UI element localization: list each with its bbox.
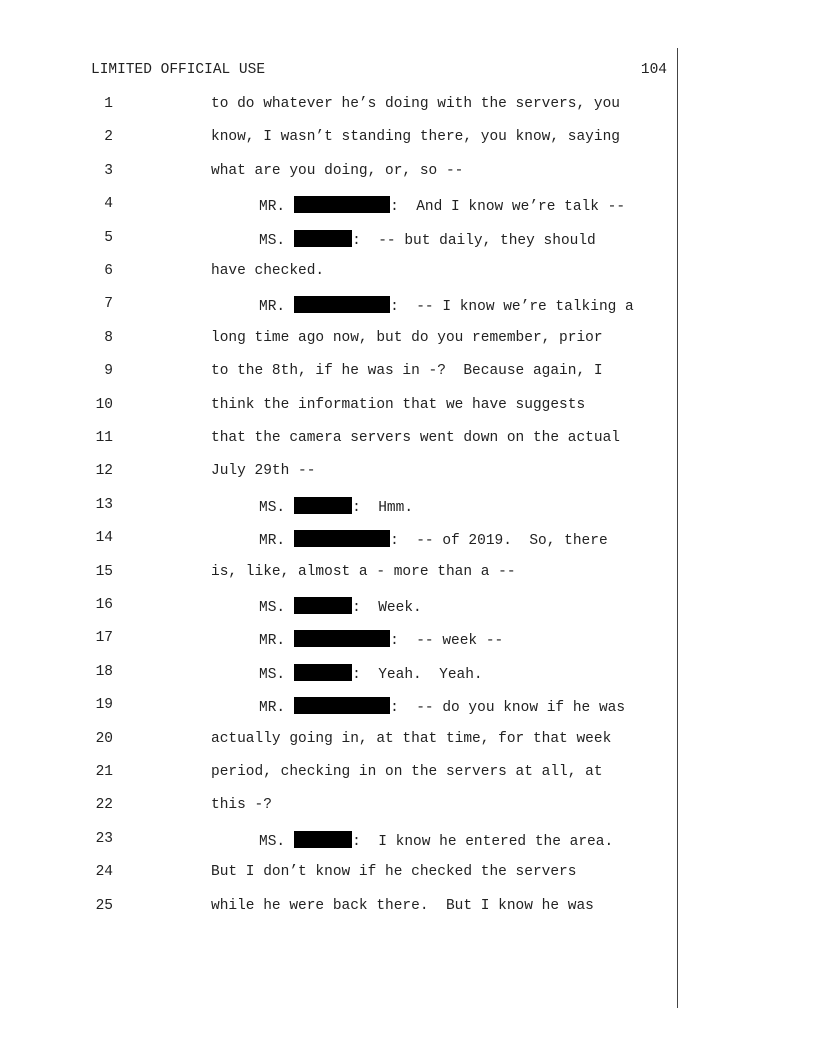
- line-number: 25: [95, 898, 113, 914]
- speaker-title: MR.: [259, 299, 286, 315]
- line-number: 14: [95, 530, 113, 546]
- line-text: think the information that we have suggests: [211, 397, 586, 413]
- line-number: 1: [104, 96, 113, 112]
- speaker-title: MS.: [259, 500, 286, 516]
- redaction-box: [294, 230, 352, 247]
- line-number: 3: [104, 163, 113, 179]
- line-number: 13: [95, 497, 113, 513]
- line-text: period, checking in on the servers at all, at: [211, 764, 603, 780]
- line-text: : Hmm.: [352, 500, 414, 516]
- transcript-line: [211, 764, 603, 780]
- line-number: 17: [95, 630, 113, 646]
- transcript-line: [259, 530, 608, 549]
- line-text: this -?: [211, 797, 272, 813]
- redaction-box: [294, 196, 390, 213]
- line-number: 24: [95, 864, 113, 880]
- line-text: know, I wasn’t standing there, you know, saying: [211, 129, 620, 145]
- redaction-box: [294, 630, 390, 647]
- transcript-line: [259, 630, 503, 649]
- line-text: is, like, almost a - more than a --: [211, 564, 516, 580]
- line-text: long time ago now, but do you remember, prior: [211, 330, 603, 346]
- transcript-line: [259, 597, 422, 616]
- transcript-line: [211, 463, 315, 479]
- line-text: : I know he entered the area.: [352, 834, 614, 850]
- redaction-box: [294, 530, 390, 547]
- line-text: : -- of 2019. So, there: [390, 533, 608, 549]
- line-number: 22: [95, 797, 113, 813]
- line-number: 18: [95, 664, 113, 680]
- line-number: 21: [95, 764, 113, 780]
- transcript-line: [211, 397, 585, 413]
- page-number: 104: [640, 62, 667, 78]
- right-margin-rule: [677, 48, 678, 1008]
- speaker-title: MS.: [259, 600, 286, 616]
- line-text: : -- do you know if he was: [390, 700, 626, 716]
- transcript-line: [211, 330, 603, 346]
- line-number: 9: [104, 363, 113, 379]
- line-text: : -- but daily, they should: [352, 233, 596, 249]
- speaker-title: MS.: [259, 233, 286, 249]
- line-number: 5: [104, 230, 113, 246]
- transcript-line: [211, 363, 603, 379]
- line-number: 20: [95, 731, 113, 747]
- transcript-line: [211, 731, 611, 747]
- transcript-line: [211, 96, 620, 112]
- line-number: 23: [95, 831, 113, 847]
- transcript-line: [259, 196, 625, 215]
- speaker-title: MR.: [259, 533, 286, 549]
- line-text: what are you doing, or, so --: [211, 163, 464, 179]
- transcript-line: [211, 163, 463, 179]
- transcript-line: [259, 230, 596, 249]
- line-number: 15: [95, 564, 113, 580]
- line-text: But I don’t know if he checked the servers: [211, 864, 577, 880]
- transcript-line: [259, 296, 634, 315]
- line-number: 7: [104, 296, 113, 312]
- line-text: that the camera servers went down on the actual: [211, 430, 620, 446]
- redaction-box: [294, 664, 352, 681]
- line-text: : And I know we’re talk --: [390, 199, 626, 215]
- speaker-title: MR.: [259, 199, 286, 215]
- redaction-box: [294, 497, 352, 514]
- transcript-line: [211, 564, 516, 580]
- redaction-box: [294, 831, 352, 848]
- transcript-line: [211, 864, 576, 880]
- line-number: 10: [95, 397, 113, 413]
- line-text: : -- I know we’re talking a: [390, 299, 634, 315]
- line-number: 19: [95, 697, 113, 713]
- transcript-line: [211, 129, 620, 145]
- transcript-line: [259, 664, 483, 683]
- transcript-line: [211, 898, 594, 914]
- line-number: 16: [95, 597, 113, 613]
- redaction-box: [294, 597, 352, 614]
- line-text: have checked.: [211, 263, 325, 279]
- transcript-line: [211, 797, 272, 813]
- speaker-title: MR.: [259, 700, 286, 716]
- line-text: July 29th --: [211, 463, 316, 479]
- line-number: 4: [104, 196, 113, 212]
- transcript-line: [211, 263, 324, 279]
- redaction-box: [294, 296, 390, 313]
- transcript-line: [259, 697, 625, 716]
- line-text: while he were back there. But I know he was: [211, 898, 594, 914]
- speaker-title: MS.: [259, 834, 286, 850]
- line-text: : Week.: [352, 600, 422, 616]
- redaction-box: [294, 697, 390, 714]
- speaker-title: MR.: [259, 633, 286, 649]
- transcript-line: [259, 831, 613, 850]
- transcript-line: [259, 497, 413, 516]
- line-text: : -- week --: [390, 633, 504, 649]
- line-text: actually going in, at that time, for that week: [211, 731, 612, 747]
- transcript-line: [211, 430, 620, 446]
- line-number: 11: [95, 430, 113, 446]
- line-text: to do whatever he’s doing with the servers, you: [211, 96, 620, 112]
- header-classification: LIMITED OFFICIAL USE: [91, 62, 266, 78]
- speaker-title: MS.: [259, 667, 286, 683]
- line-number: 8: [104, 330, 113, 346]
- line-number: 2: [104, 129, 113, 145]
- line-text: to the 8th, if he was in -? Because again, I: [211, 363, 603, 379]
- line-number: 6: [104, 263, 113, 279]
- line-number: 12: [95, 463, 113, 479]
- line-text: : Yeah. Yeah.: [352, 667, 483, 683]
